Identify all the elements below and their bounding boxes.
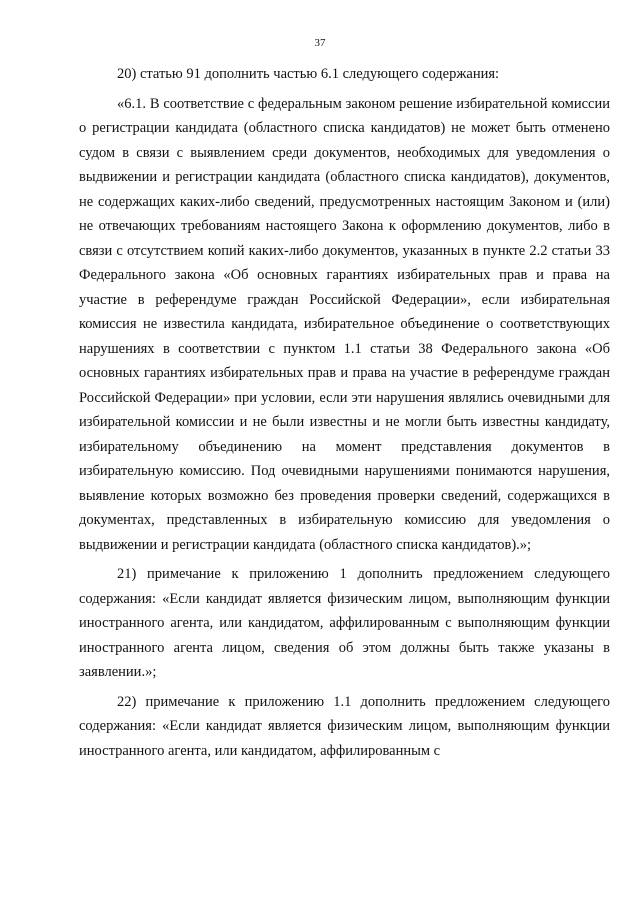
paragraph-item-22: 22) примечание к приложению 1.1 дополнить предложением следующего содержания: «Если кандидат является физическим лицом, выполняющим функции иностранного агента, или кандидатом, аффилированным с bbox=[79, 693, 610, 759]
paragraph-item-20: 20) статью 91 дополнить частью 6.1 следующего содержания: bbox=[117, 66, 500, 82]
paragraph-article-91-6-1: «6.1. В соответствие с федеральным законом решение избирательной комиссии о регистрации кандидата (областного списка кандидатов) не может быть отменено судом в связи с выявлением среди документов, необходимых для уведомления о выдвижении и регистрации кандидата (областного списка кандидатов), документов, не содержащих каких-либо сведений, предусмотренных настоящим Законом и (или) не отвечающих требованиям настоящего Закона к оформлению документов, либо в связи с отсутствием копий каких-либо документов, указанных в пункте 2.2 статьи 33 Федерального закона «Об основных гарантиях избирательных прав и права на участие в референдуме граждан Российской Федерации», если избирательная комиссия не известила кандидата, избирательное объединение о соответствующих нарушениях в соответствии с пунктом 1.1 статьи 38 Федерального закона «Об основных гарантиях избирательных прав и права на участие в референдуме граждан Российской Федерации» при условии, если эти нарушения являлись очевидными для избирательной комиссии и не были известны и не могли быть известны кандидату, избирательному объединению на момент представления документов в избирательную комиссию. Под очевидными нарушениями понимаются нарушения, выявление которых возможно без проведения проверки сведений, содержащихся в документах, представленных в избирательную комиссию для уведомления о выдвижении и регистрации кандидата (областного списка кандидатов).»; bbox=[79, 95, 610, 553]
paragraph-item-21: 21) примечание к приложению 1 дополнить предложением следующего содержания: «Если кандидат является физическим лицом, выполняющим функции иностранного агента, или кандидатом, аффилированным с выполняющим функции иностранного агента лицом, сведения об этом должны быть также указаны в заявлении.»; bbox=[79, 566, 610, 680]
page-number: 37 bbox=[314, 37, 326, 49]
document-body bbox=[79, 62, 610, 768]
